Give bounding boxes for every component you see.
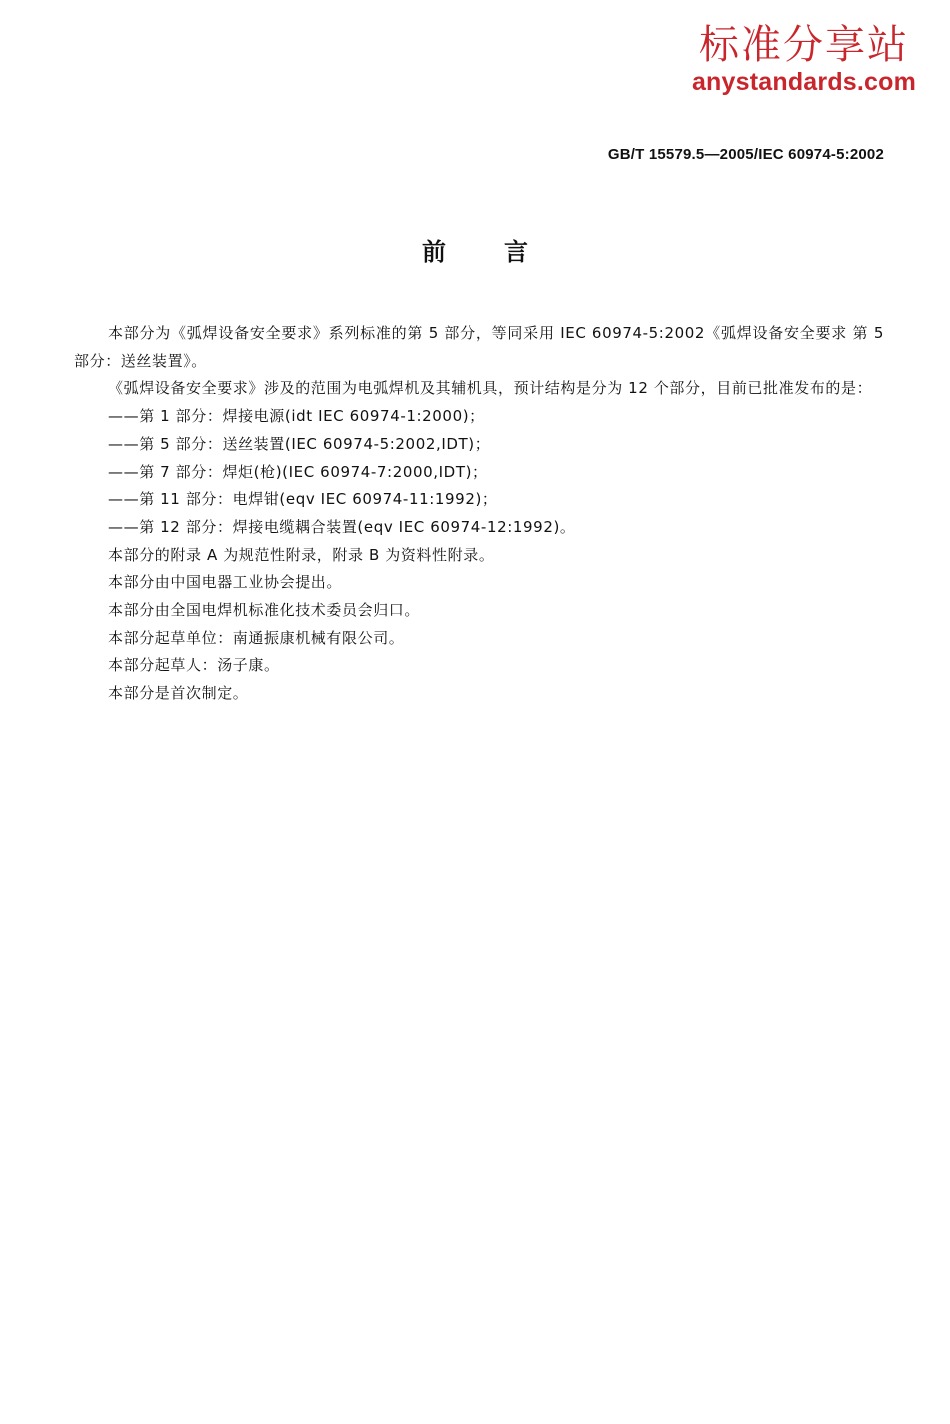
list-item-part-11: ——第 11 部分：电焊钳(eqv IEC 60974-11:1992)； — [108, 490, 498, 509]
list-item-part-1: ——第 1 部分：焊接电源(idt IEC 60974-1:2000)； — [108, 407, 485, 426]
paragraph-annexes: 本部分的附录 A 为规范性附录，附录 B 为资料性附录。 — [108, 545, 495, 564]
list-item-part-7: ——第 7 部分：焊炬(枪)(IEC 60974-7:2000,IDT)； — [108, 462, 488, 481]
watermark-url: anystandards.com — [691, 68, 917, 96]
paragraph-proposer: 本部分由中国电器工业协会提出。 — [108, 573, 343, 592]
list-item-part-12: ——第 12 部分：焊接电缆耦合装置(eqv IEC 60974-12:1992)。 — [108, 517, 576, 536]
standard-code: GB/T 15579.5—2005/IEC 60974-5:2002 — [607, 146, 884, 163]
paragraph-first-edition: 本部分是首次制定。 — [108, 684, 249, 703]
paragraph-adoption: 本部分为《弧焊设备安全要求》系列标准的第 5 部分，等同采用 IEC 60974-5:2002《弧焊设备安全要求 第 5 部分：送丝装置》。 — [74, 324, 884, 370]
paragraph-scope: 《弧焊设备安全要求》涉及的范围为电弧焊机及其辅机具，预计结构是分为 12 个部分，目前已批准发布的是： — [108, 379, 873, 398]
watermark-logo — [684, 22, 924, 96]
document-body — [74, 320, 884, 708]
watermark-chinese-text: 标准分享站 — [699, 22, 909, 68]
paragraph-drafting-unit: 本部分起草单位：南通振康机械有限公司。 — [108, 628, 405, 647]
page-title: 前言 — [422, 238, 586, 266]
paragraph-drafter: 本部分起草人：汤子康。 — [108, 656, 280, 675]
list-item-part-5: ——第 5 部分：送丝装置(IEC 60974-5:2002,IDT)； — [108, 434, 491, 453]
paragraph-committee: 本部分由全国电焊机标准化技术委员会归口。 — [108, 601, 421, 620]
